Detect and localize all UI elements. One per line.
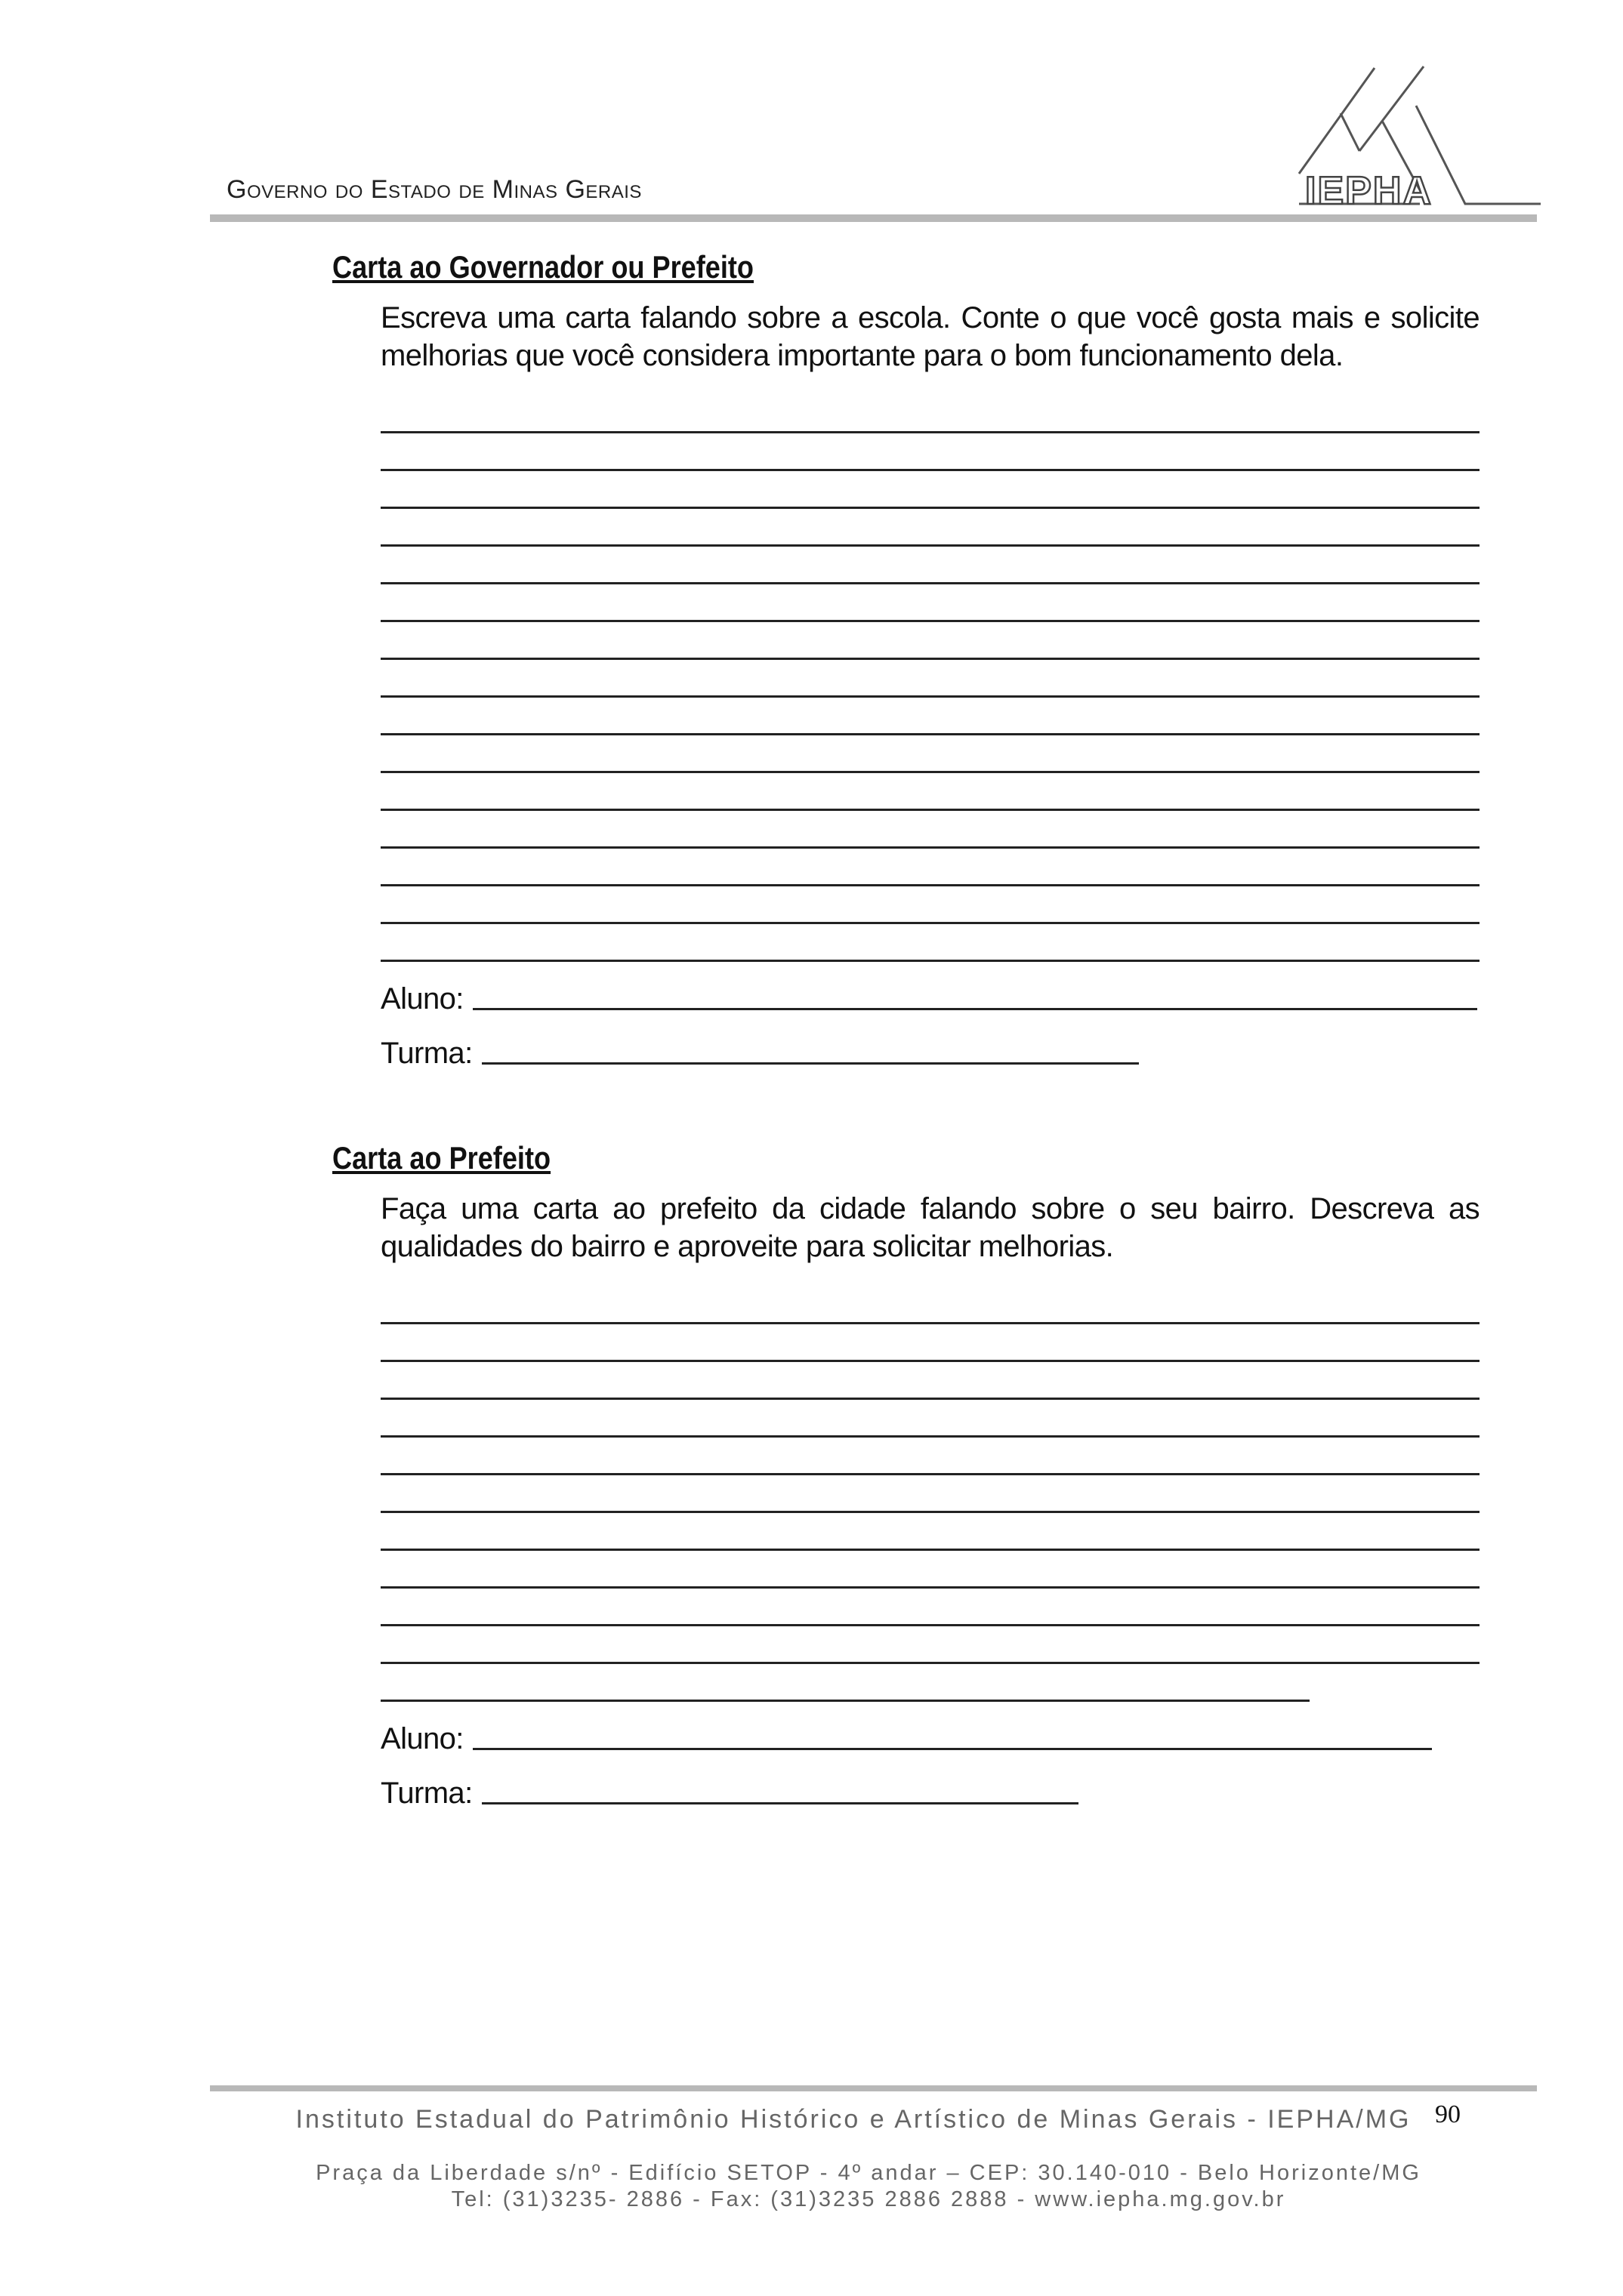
footer-address: Praça da Liberdade s/nº - Edifício SETOP - 4º andar – CEP: 30.140-010 - Belo Horizonte/MG [316,2161,1421,2185]
writing-line[interactable] [381,473,1480,509]
section-carta-prefeito [332,1140,1480,1811]
section-instructions: Faça uma carta ao prefeito da cidade falando sobre o seu bairro. Descreva as qualidades do bairro e aproveite para solicitar melhorias. [381,1192,1480,1263]
writing-line[interactable] [381,586,1480,622]
writing-line[interactable] [381,1364,1480,1400]
writing-line[interactable] [381,699,1480,735]
writing-line[interactable] [381,812,1480,849]
aluno-label: Aluno: [381,1722,464,1755]
section-instructions: Escreva uma carta falando sobre a escola. Conte o que você gosta mais e solicite melhorias que você considera importante para o bom funcionamento dela. [381,301,1480,372]
writing-line[interactable] [381,1477,1480,1513]
turma-field[interactable] [381,1028,1480,1071]
footer-rule [210,2085,1537,2091]
writing-line[interactable] [381,397,1480,433]
writing-line[interactable] [381,926,1480,962]
header-rule [210,214,1537,222]
writing-lines[interactable] [381,397,1480,962]
aluno-line[interactable] [473,1000,1477,1010]
header-title: Governo do Estado de Minas Gerais [227,175,642,204]
writing-line[interactable] [381,1326,1480,1362]
section-title: Carta ao Governador ou Prefeito [332,249,754,285]
turma-line[interactable] [482,1055,1139,1065]
writing-line[interactable] [381,1515,1480,1551]
aluno-field[interactable] [381,1714,1480,1756]
writing-line[interactable] [381,737,1480,773]
page-number: 90 [1435,2100,1461,2128]
writing-line[interactable] [381,1628,1480,1664]
logo-text: IEPHA [1305,169,1433,211]
writing-line[interactable] [381,1401,1480,1438]
writing-line[interactable] [381,1288,1480,1324]
writing-line[interactable] [381,510,1480,547]
turma-label: Turma: [381,1037,473,1070]
aluno-label: Aluno: [381,982,464,1015]
footer-contact: Tel: (31)3235- 2886 - Fax: (31)3235 2886 2888 - www.iepha.mg.gov.br [451,2187,1286,2211]
writing-line[interactable] [381,624,1480,660]
writing-line[interactable] [381,1439,1480,1475]
writing-lines[interactable] [381,1288,1480,1702]
turma-line[interactable] [482,1795,1078,1804]
iepha-logo-icon [1284,60,1541,211]
writing-line[interactable] [381,888,1480,924]
writing-line[interactable] [381,435,1480,471]
section-title: Carta ao Prefeito [332,1140,551,1176]
writing-line[interactable] [381,1552,1480,1589]
writing-line[interactable] [381,661,1480,698]
writing-line[interactable] [381,548,1480,584]
footer-institute: Instituto Estadual do Patrimônio Histórico e Artístico de Minas Gerais - IEPHA/MG [295,2105,1412,2134]
aluno-line[interactable] [473,1740,1432,1750]
section-carta-governador [332,249,1480,1071]
writing-line[interactable] [381,775,1480,811]
writing-line[interactable] [381,1590,1480,1626]
writing-line[interactable] [381,1666,1310,1702]
turma-label: Turma: [381,1777,473,1810]
aluno-field[interactable] [381,974,1480,1016]
turma-field[interactable] [381,1768,1480,1811]
writing-line[interactable] [381,850,1480,886]
